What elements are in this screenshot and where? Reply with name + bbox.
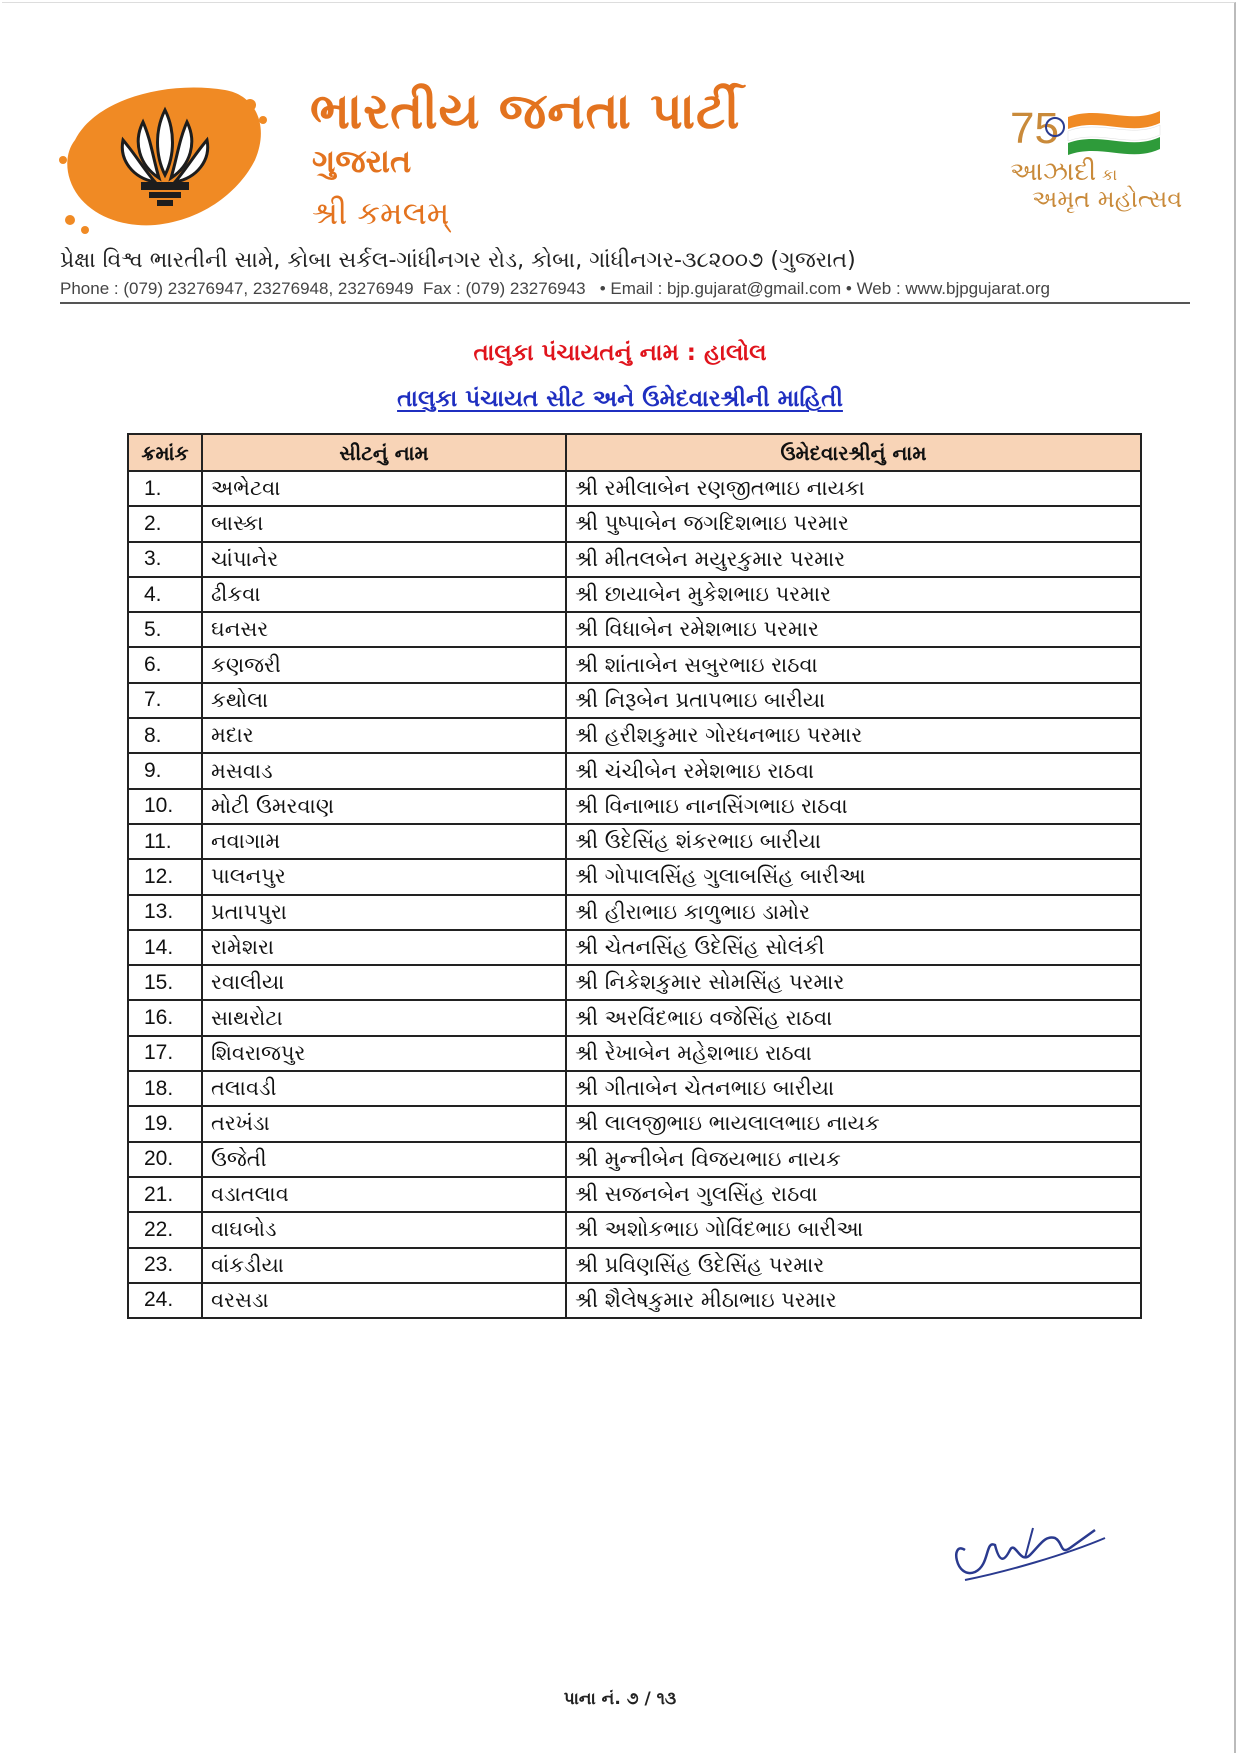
candidate-name: શ્રી પુષ્પાબેન જગદિશભાઇ પરમાર: [566, 506, 1141, 541]
azadi-ka-amrit-mahotsav-logo: [1010, 95, 1210, 215]
candidate-name: શ્રી વિધાબેન રમેશભાઇ પરમાર: [566, 612, 1141, 647]
serial-number: 19.: [128, 1106, 202, 1141]
seat-name: મદાર: [202, 718, 566, 753]
table-row: [128, 1071, 1141, 1106]
candidate-name: શ્રી શાંતાબેન સબુરભાઇ રાઠવા: [566, 647, 1141, 682]
office-name: શ્રી કમલમ્: [312, 194, 450, 232]
serial-number: 12.: [128, 859, 202, 894]
candidate-name: શ્રી નિરૂબેન પ્રતાપભાઇ બારીયા: [566, 683, 1141, 718]
serial-number: 5.: [128, 612, 202, 647]
candidate-name: શ્રી અરવિંદભાઇ વજેસિંહ રાઠવા: [566, 1000, 1141, 1035]
serial-number: 18.: [128, 1071, 202, 1106]
table-row: [128, 1248, 1141, 1283]
seat-name: વાઘબોડ: [202, 1212, 566, 1247]
seat-name: બાસ્કા: [202, 506, 566, 541]
candidate-name: શ્રી હરીશકુમાર ગોરધનભાઇ પરમાર: [566, 718, 1141, 753]
office-address: પ્રેક્ષા વિશ્વ ભારતીની સામે, કોબા સર્કલ-ગાંધીનગર રોડ, કોબા, ગાંધીનગર-૩૮૨૦૦૭ (ગુજરાત): [60, 248, 856, 273]
table-row: [128, 542, 1141, 577]
party-name: ભારતીય જનતા પાર્ટી: [310, 82, 741, 140]
serial-number: 21.: [128, 1177, 202, 1212]
contact-details: Phone : (079) 23276947, 23276948, 23276949 Fax : (079) 23276943 • Email : bjp.gujarat@gmail.com • Web : www.bjpgujarat.org: [60, 279, 1050, 298]
seat-name: કથોલા: [202, 683, 566, 718]
serial-number: 22.: [128, 1212, 202, 1247]
serial-number: 23.: [128, 1248, 202, 1283]
seat-name: શિવરાજપુર: [202, 1036, 566, 1071]
header-serial: ક્રમાંક: [128, 434, 202, 471]
header-divider: [60, 302, 1190, 304]
table-row: [128, 824, 1141, 859]
azadi-number: 75: [1010, 104, 1059, 153]
seat-name: વડાતલાવ: [202, 1177, 566, 1212]
azadi-line2: અમૃત મહોત્સવ: [1032, 185, 1183, 213]
seat-name: પ્રતાપપુરા: [202, 895, 566, 930]
serial-number: 8.: [128, 718, 202, 753]
seat-name: તલાવડી: [202, 1071, 566, 1106]
table-row: [128, 1212, 1141, 1247]
table-row: [128, 753, 1141, 788]
serial-number: 15.: [128, 965, 202, 1000]
candidate-name: શ્રી રમીલાબેન રણજીતભાઇ નાયકા: [566, 471, 1141, 506]
serial-number: 1.: [128, 471, 202, 506]
table-row: [128, 471, 1141, 506]
table-row: [128, 1177, 1141, 1212]
table-row: [128, 1283, 1141, 1318]
serial-number: 4.: [128, 577, 202, 612]
serial-number: 20.: [128, 1142, 202, 1177]
seat-name: પાલનપુર: [202, 859, 566, 894]
seat-name: નવાગામ: [202, 824, 566, 859]
serial-number: 2.: [128, 506, 202, 541]
table-row: [128, 859, 1141, 894]
candidate-name: શ્રી સજનબેન ગુલસિંહ રાઠવા: [566, 1177, 1141, 1212]
serial-number: 6.: [128, 647, 202, 682]
seat-name: રામેશરા: [202, 930, 566, 965]
candidate-name: શ્રી મુન્નીબેન વિજયભાઇ નાયક: [566, 1142, 1141, 1177]
candidate-name: શ્રી મીતલબેન મયુરકુમાર પરમાર: [566, 542, 1141, 577]
candidate-name: શ્રી નિકેશકુમાર સોમસિંહ પરમાર: [566, 965, 1141, 1000]
table-row: [128, 965, 1141, 1000]
header-candidate: ઉમેદવારશ્રીનું નામ: [566, 434, 1141, 471]
seat-name: ઢીકવા: [202, 577, 566, 612]
table-row: [128, 1000, 1141, 1035]
candidate-name: શ્રી ગોપાલસિંહ ગુલાબસિંહ બારીઆ: [566, 859, 1141, 894]
bjp-lotus-logo: [55, 70, 275, 240]
table-row: [128, 506, 1141, 541]
table-row: [128, 612, 1141, 647]
seat-name: અભેટવા: [202, 471, 566, 506]
table-row: [128, 1036, 1141, 1071]
signature: [945, 1510, 1110, 1590]
candidate-name: શ્રી છાયાબેન મુકેશભાઇ પરમાર: [566, 577, 1141, 612]
candidate-name: શ્રી ગીતાબેન ચેતનભાઇ બારીયા: [566, 1071, 1141, 1106]
seat-name: કણજરી: [202, 647, 566, 682]
table-header-row: [128, 434, 1141, 471]
candidate-name: શ્રી ઉદેસિંહ શંકરભાઇ બારીયા: [566, 824, 1141, 859]
candidate-name: શ્રી પ્રવિણસિંહ ઉદેસિંહ પરમાર: [566, 1248, 1141, 1283]
serial-number: 11.: [128, 824, 202, 859]
table-row: [128, 1142, 1141, 1177]
candidate-name: શ્રી શૈલેષકુમાર મીઠાભાઇ પરમાર: [566, 1283, 1141, 1318]
table-heading: [0, 386, 1240, 412]
candidate-name: શ્રી ચેતનસિંહ ઉદેસિંહ સોલંકી: [566, 930, 1141, 965]
candidate-name: શ્રી હીરાભાઇ કાળુભાઇ ડામોર: [566, 895, 1141, 930]
seat-name: ચાંપાનેર: [202, 542, 566, 577]
header-seat: સીટનું નામ: [202, 434, 566, 471]
letterhead: [0, 0, 1240, 310]
serial-number: 24.: [128, 1283, 202, 1318]
table-row: [128, 577, 1141, 612]
serial-number: 9.: [128, 753, 202, 788]
candidate-name: શ્રી લાલજીભાઇ ભાયલાલભાઇ નાયક: [566, 1106, 1141, 1141]
table-row: [128, 647, 1141, 682]
table-row: [128, 683, 1141, 718]
serial-number: 16.: [128, 1000, 202, 1035]
seat-name: મોટી ઉમરવાણ: [202, 789, 566, 824]
table-row: [128, 789, 1141, 824]
serial-number: 7.: [128, 683, 202, 718]
table-row: [128, 930, 1141, 965]
candidate-name: શ્રી વિનાભાઇ નાનસિંગભાઇ રાઠવા: [566, 789, 1141, 824]
table-row: [128, 1106, 1141, 1141]
serial-number: 3.: [128, 542, 202, 577]
serial-number: 17.: [128, 1036, 202, 1071]
taluka-panchayat-title: તાલુકા પંચાયતનું નામ : હાલોલ: [473, 340, 767, 366]
candidate-name: શ્રી રેખાબેન મહેશભાઇ રાઠવા: [566, 1036, 1141, 1071]
seat-name: તરખંડા: [202, 1106, 566, 1141]
table-row: [128, 718, 1141, 753]
seat-name: સાથરોટા: [202, 1000, 566, 1035]
candidate-name: શ્રી ચંચીબેન રમેશભાઇ રાઠવા: [566, 753, 1141, 788]
table-row: [128, 895, 1141, 930]
state-name: ગુજરાત: [312, 142, 412, 180]
seat-name: રવાલીયા: [202, 965, 566, 1000]
page-number: પાના નં. ૭ / ૧૩: [563, 1689, 677, 1709]
candidate-name: શ્રી અશોકભાઇ ગોવિંદભાઇ બારીઆ: [566, 1212, 1141, 1247]
serial-number: 14.: [128, 930, 202, 965]
azadi-ka: કા: [1102, 165, 1118, 184]
candidates-table: [127, 433, 1142, 1319]
seat-name: ઘનસર: [202, 612, 566, 647]
serial-number: 10.: [128, 789, 202, 824]
table-heading-text: તાલુકા પંચાયત સીટ અને ઉમેદવારશ્રીની માહિતી: [397, 386, 843, 412]
seat-name: ઉજેતી: [202, 1142, 566, 1177]
azadi-line1: આઝાદી: [1010, 157, 1097, 187]
serial-number: 13.: [128, 895, 202, 930]
seat-name: વરસડા: [202, 1283, 566, 1318]
seat-name: મસવાડ: [202, 753, 566, 788]
seat-name: વાંકડીયા: [202, 1248, 566, 1283]
